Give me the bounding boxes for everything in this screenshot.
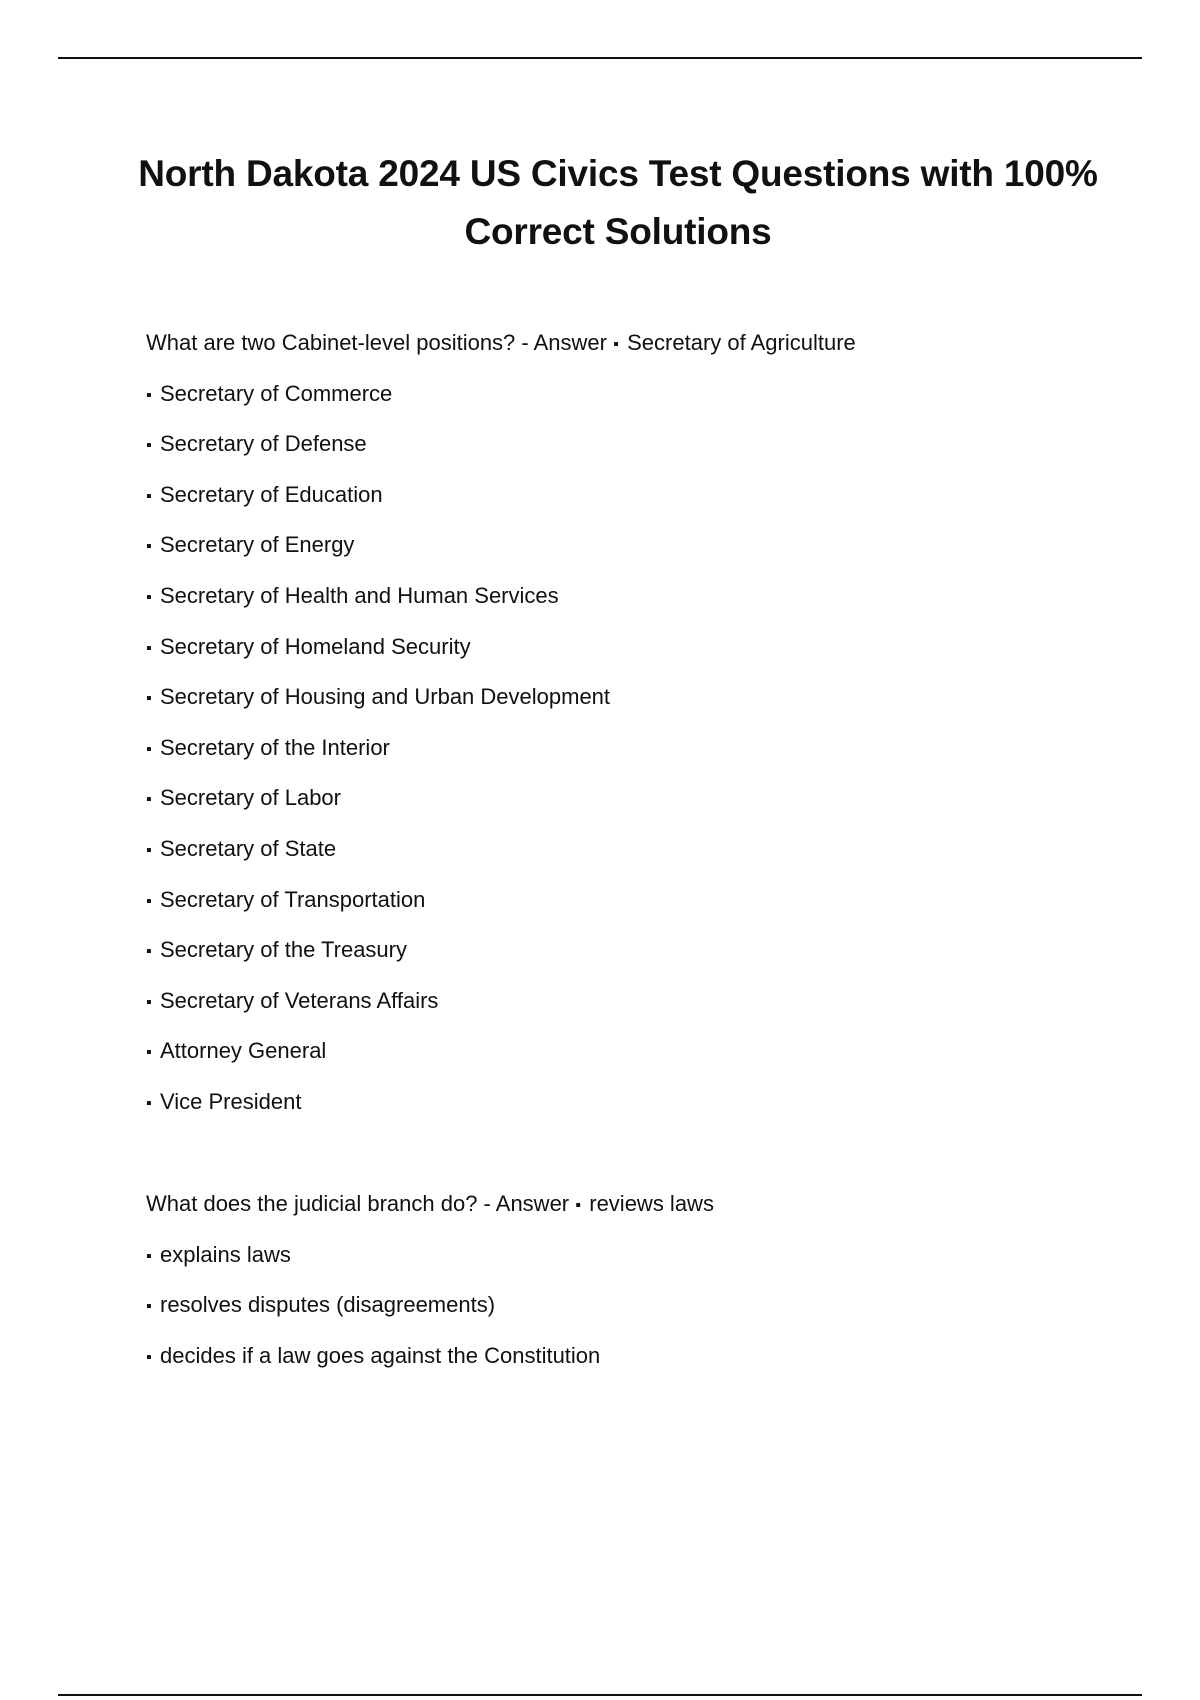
answer-item: Secretary of Energy xyxy=(160,532,355,558)
answer-line xyxy=(146,430,1106,458)
question-block-cabinet xyxy=(146,329,1106,1139)
answer-item: Secretary of Health and Human Services xyxy=(160,582,559,608)
question-text: What are two Cabinet-level positions? - Answer xyxy=(146,330,607,355)
document-title: North Dakota 2024 US Civics Test Questions with 100% Correct Solutions xyxy=(138,153,1098,252)
answer-item: Secretary of the Interior xyxy=(160,734,390,760)
answer-item: Secretary of Commerce xyxy=(160,380,393,406)
bottom-rule xyxy=(58,1694,1142,1696)
bullet-icon: ▪ xyxy=(146,892,152,910)
bullet-icon: ▪ xyxy=(146,538,152,556)
answer-line xyxy=(146,987,1106,1015)
answer-line xyxy=(146,936,1106,964)
answer-item: decides if a law goes against the Constitution xyxy=(160,1342,601,1368)
answer-line xyxy=(146,784,1106,812)
answer-line xyxy=(146,683,1106,711)
answer-item: explains laws xyxy=(160,1241,291,1267)
bullet-icon: ▪ xyxy=(146,386,152,404)
answer-line xyxy=(146,531,1106,559)
answer-line xyxy=(146,1241,1106,1269)
answer-item: Attorney General xyxy=(160,1038,327,1064)
answer-item: Secretary of Transportation xyxy=(160,886,426,912)
answer-line xyxy=(146,1088,1106,1116)
bullet-icon: ▪ xyxy=(146,1348,152,1366)
bullet-icon: ▪ xyxy=(613,336,619,353)
question-line xyxy=(146,1190,1106,1218)
answer-item: Secretary of Defense xyxy=(160,431,367,457)
bullet-icon: ▪ xyxy=(146,588,152,606)
answer-item: Secretary of Agriculture xyxy=(627,330,856,355)
answer-item: resolves disputes (disagreements) xyxy=(160,1292,496,1318)
bullet-icon: ▪ xyxy=(146,943,152,961)
bullet-icon: ▪ xyxy=(575,1197,581,1214)
bullet-icon: ▪ xyxy=(146,1094,152,1112)
answer-line xyxy=(146,380,1106,408)
answer-line xyxy=(146,1342,1106,1370)
bullet-icon: ▪ xyxy=(146,841,152,859)
answer-item: Secretary of Veterans Affairs xyxy=(160,987,439,1013)
answer-item: reviews laws xyxy=(589,1191,714,1216)
answer-item: Vice President xyxy=(160,1088,302,1114)
answer-line xyxy=(146,481,1106,509)
question-block-judicial xyxy=(146,1190,1106,1392)
answer-line xyxy=(146,1291,1106,1319)
question-line xyxy=(146,329,1106,357)
answer-line xyxy=(146,734,1106,762)
answer-item: Secretary of State xyxy=(160,835,337,861)
answer-line xyxy=(146,633,1106,661)
answer-item: Secretary of Housing and Urban Development xyxy=(160,684,611,710)
question-text: What does the judicial branch do? - Answer xyxy=(146,1191,570,1216)
answer-line xyxy=(146,582,1106,610)
bullet-icon: ▪ xyxy=(146,639,152,657)
answer-item: Secretary of Education xyxy=(160,481,383,507)
answer-line xyxy=(146,835,1106,863)
bullet-icon: ▪ xyxy=(146,690,152,708)
answer-item: Secretary of Labor xyxy=(160,785,341,811)
bullet-icon: ▪ xyxy=(146,993,152,1011)
answer-line xyxy=(146,1037,1106,1065)
bullet-icon: ▪ xyxy=(146,740,152,758)
answer-line xyxy=(146,886,1106,914)
bullet-icon: ▪ xyxy=(146,1298,152,1316)
bullet-icon: ▪ xyxy=(146,791,152,809)
bullet-icon: ▪ xyxy=(146,1247,152,1265)
answer-item: Secretary of Homeland Security xyxy=(160,633,471,659)
top-rule xyxy=(58,57,1142,59)
bullet-icon: ▪ xyxy=(146,1044,152,1062)
answer-item: Secretary of the Treasury xyxy=(160,937,407,963)
bullet-icon: ▪ xyxy=(146,487,152,505)
bullet-icon: ▪ xyxy=(146,437,152,455)
